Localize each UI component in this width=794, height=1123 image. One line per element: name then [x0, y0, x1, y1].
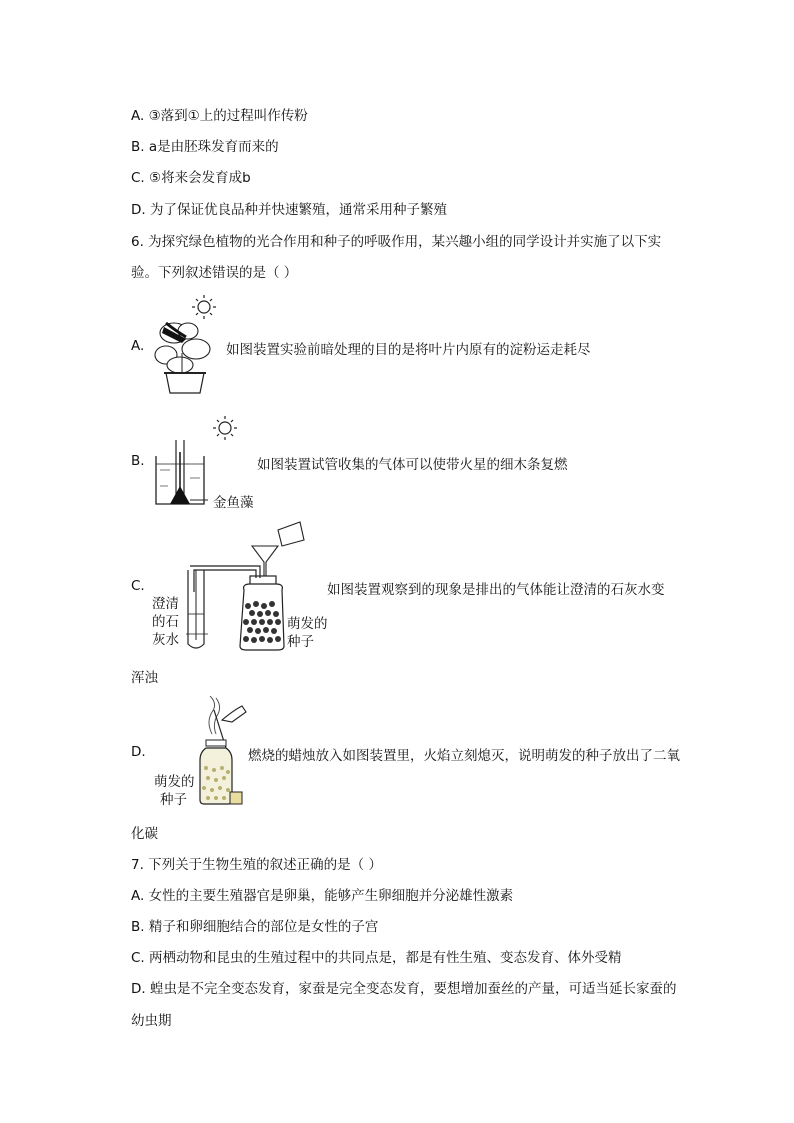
q6-option-a-text: 如图装置实验前暗处理的目的是将叶片内原有的淀粉运走耗尽	[226, 342, 591, 358]
q6-option-c-continuation: 浑浊	[131, 670, 158, 686]
q6-option-d-continuation: 化碳	[131, 826, 158, 842]
fig-label-seeds-2: 种子	[287, 634, 314, 650]
q6-option-a-letter: A.	[131, 338, 145, 354]
fig-label-sprouting-seeds-2: 种子	[160, 792, 187, 808]
q5-option-a: A. ③落到①上的过程叫作传粉	[131, 108, 308, 124]
q7-stem: 7. 下列关于生物生殖的叙述正确的是（ ）	[131, 857, 382, 873]
q6-option-b-letter: B.	[131, 453, 145, 469]
q5-option-b: B. a是由胚珠发育而来的	[131, 139, 279, 155]
q7-option-b: B. 精子和卵细胞结合的部位是女性的子宫	[131, 919, 379, 935]
q6-option-c-letter: C.	[131, 578, 145, 594]
sun-icon	[213, 416, 237, 440]
q6-option-c-text: 如图装置观察到的现象是排出的气体能让澄清的石灰水变	[327, 582, 665, 598]
q7-option-d-continuation: 幼虫期	[131, 1013, 172, 1029]
q6-option-d-letter: D.	[131, 744, 146, 760]
fig-label-sprouting-seeds-1: 萌发的	[154, 774, 195, 790]
fig-label-limewater-1: 澄清	[152, 596, 179, 612]
q6-option-d-text: 燃烧的蜡烛放入如图装置里，火焰立刻熄灭，说明萌发的种子放出了二氧	[248, 748, 680, 764]
q7-option-c: C. 两栖动物和昆虫的生殖过程中的共同点是，都是有性生殖、变态发育、体外受精	[131, 950, 622, 966]
q5-option-c: C. ⑤将来会发育成b	[131, 170, 251, 186]
q6-option-b-text: 如图装置试管收集的气体可以使带火星的细木条复燃	[257, 457, 568, 473]
q7-option-d: D. 蝗虫是不完全变态发育，家蚕是完全变态发育，要想增加蚕丝的产量，可适当延长家蚕的	[131, 981, 677, 997]
q6-stem-line1: 6. 为探究绿色植物的光合作用和种子的呼吸作用，某兴趣小组的同学设计并实施了以下实	[131, 234, 662, 250]
fig-label-limewater-2: 的石	[152, 614, 179, 630]
q5-option-d: D. 为了保证优良品种并快速繁殖，通常采用种子繁殖	[131, 202, 447, 218]
q7-option-a: A. 女性的主要生殖器官是卵巢，能够产生卵细胞并分泌雄性激素	[131, 888, 514, 904]
pouring-beaker-icon	[278, 522, 304, 546]
fig-label-limewater-3: 灰水	[152, 632, 179, 648]
potted-plant-figure	[152, 293, 224, 397]
sun-icon	[192, 295, 216, 319]
fig-label-hornwort: 金鱼藻	[213, 495, 254, 511]
q6-stem-line2: 验。下列叙述错误的是（ ）	[131, 265, 298, 281]
candle-jar-figure	[192, 696, 252, 808]
fig-label-seeds-1: 萌发的	[287, 616, 328, 632]
hand-icon	[222, 706, 246, 722]
